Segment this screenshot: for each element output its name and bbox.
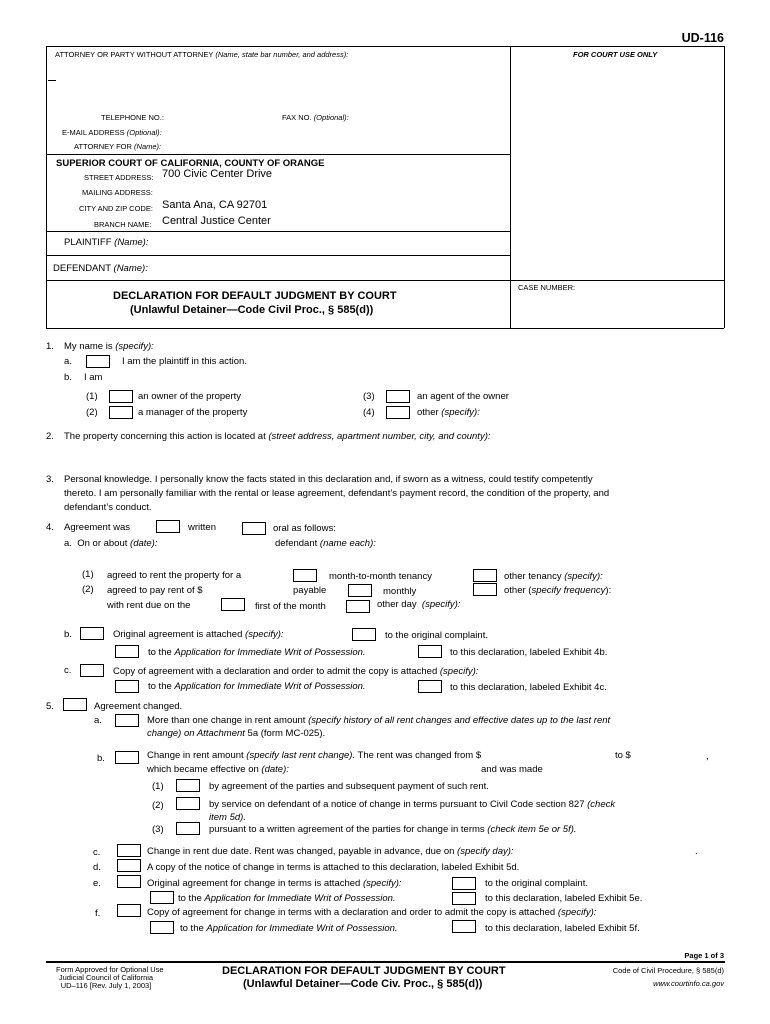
s5b3-text: pursuant to a written agreement of the parties for change in terms (check item 5e or 5f). xyxy=(209,824,577,835)
court-bottom-rule xyxy=(46,231,510,232)
s5f-writ-label: to the Application for Immediate Writ of Possession. xyxy=(180,923,398,934)
s5-title: Agreement changed. xyxy=(94,701,183,712)
footer-approved2: Judicial Council of California xyxy=(58,973,154,982)
s5b-comma: , xyxy=(706,751,709,762)
s1b-text: I am xyxy=(84,372,103,383)
email-label: E-MAIL ADDRESS (Optional): xyxy=(62,128,162,137)
s4a-defendant: defendant (name each): xyxy=(275,538,376,549)
s5f-checkbox[interactable] xyxy=(117,904,141,917)
s4a2-text: agreed to pay rent of $ xyxy=(107,585,203,596)
page-number: Page 1 of 3 xyxy=(684,951,724,960)
s4b-letter: b. xyxy=(64,629,72,640)
s5a-letter: a. xyxy=(94,715,102,726)
s5b3-num: (3) xyxy=(152,824,164,835)
s5e-complaint-checkbox[interactable] xyxy=(452,877,476,890)
s5c-period: . xyxy=(695,846,698,857)
month-to-month-label: month-to-month tenancy xyxy=(329,571,432,582)
title-top-rule xyxy=(46,280,724,281)
s5e-writ-checkbox[interactable] xyxy=(150,891,174,904)
s3-line2: thereto. I am personally familiar with the rental or lease agreement, defendant’s payment record, the condition of the property, and xyxy=(64,488,610,499)
branch-label: BRANCH NAME: xyxy=(94,220,152,229)
s1b-letter: b. xyxy=(64,372,72,383)
footer-code: Code of Civil Procedure, § 585(d) xyxy=(612,966,724,975)
s4a1-num: (1) xyxy=(82,569,94,580)
other-frequency-checkbox[interactable] xyxy=(473,583,497,596)
s4b-writ-label: to the Application for Immediate Writ of Possession. xyxy=(148,647,366,658)
monthly-checkbox[interactable] xyxy=(348,584,372,597)
s1b1-checkbox[interactable] xyxy=(109,390,133,403)
footer-title1: DECLARATION FOR DEFAULT JUDGMENT BY COURT xyxy=(222,965,506,977)
s4c-writ-checkbox[interactable] xyxy=(115,680,139,693)
s1a-checkbox[interactable] xyxy=(86,355,110,368)
other-day-checkbox[interactable] xyxy=(346,600,370,613)
s5d-checkbox[interactable] xyxy=(117,859,141,872)
s4b-text: Original agreement is attached (specify): xyxy=(113,629,284,640)
s4c-letter: c. xyxy=(64,665,72,676)
form-id: UD-116 xyxy=(681,31,724,45)
s1b4-text: other (specify): xyxy=(417,407,480,418)
branch-value: Central Justice Center xyxy=(162,215,271,227)
s5b-checkbox[interactable] xyxy=(115,751,139,764)
attorney-bottom-rule xyxy=(46,154,510,155)
s5f-text: Copy of agreement for change in terms with a declaration and order to admit the copy is attached (specify): xyxy=(147,907,597,918)
other-tenancy-label: other tenancy (specify): xyxy=(504,571,603,582)
title-line2: (Unlawful Detainer—Code Civil Proc., § 585(d)) xyxy=(130,304,374,316)
s3-line3: defendant’s conduct. xyxy=(64,502,152,513)
s4b-exhibit-label: to this declaration, labeled Exhibit 4b. xyxy=(450,647,608,658)
header-divider xyxy=(510,46,511,328)
s5b2-num: (2) xyxy=(152,800,164,811)
s5e-letter: e. xyxy=(93,878,101,889)
s5b2-text2: item 5d). xyxy=(209,812,246,823)
mailing-label: MAILING ADDRESS: xyxy=(82,188,153,197)
s3-num: 3. xyxy=(46,474,54,485)
s5b-letter: b. xyxy=(97,753,105,764)
s1b3-num: (3) xyxy=(363,391,375,402)
rent-due-label: with rent due on the xyxy=(107,600,191,611)
s4a-text: a. On or about (date): xyxy=(64,538,158,549)
s4-written-checkbox[interactable] xyxy=(156,520,180,533)
footer-approved1: Form Approved for Optional Use xyxy=(56,965,164,974)
header-top-rule xyxy=(46,46,725,47)
other-frequency-label: other (specify frequency): xyxy=(504,585,612,596)
s5a-text2: change) on Attachment 5a (form MC-025). xyxy=(147,728,326,739)
s4a2-num: (2) xyxy=(82,584,94,595)
s2-num: 2. xyxy=(46,431,54,442)
s2-text: The property concerning this action is located at (street address, apartment number, city, and county): xyxy=(64,431,491,442)
plaintiff-label: PLAINTIFF (Name): xyxy=(64,237,149,248)
footer-title2: (Unlawful Detainer—Code Civ. Proc., § 585(d)) xyxy=(243,978,483,990)
s5a-checkbox[interactable] xyxy=(115,714,139,727)
s5d-text: A copy of the notice of change in terms is attached to this declaration, labeled Exhibit 5d. xyxy=(147,862,520,873)
other-tenancy-checkbox[interactable] xyxy=(473,569,497,582)
s5f-letter: f. xyxy=(95,908,101,919)
payable-label: payable xyxy=(293,585,327,596)
s5b2-checkbox[interactable] xyxy=(176,797,200,810)
s5e-checkbox[interactable] xyxy=(117,875,141,888)
plaintiff-rule xyxy=(46,255,510,256)
s1b1-text: an owner of the property xyxy=(138,391,241,402)
s1b2-num: (2) xyxy=(86,407,98,418)
s1a-letter: a. xyxy=(64,356,72,367)
s4-written-label: written xyxy=(188,522,216,533)
s5b1-text: by agreement of the parties and subsequent payment of such rent. xyxy=(209,781,489,792)
header-left-rule xyxy=(46,46,47,328)
s1b2-checkbox[interactable] xyxy=(109,406,133,419)
s1b4-num: (4) xyxy=(363,407,375,418)
street-label: STREET ADDRESS: xyxy=(84,173,154,182)
s1b3-checkbox[interactable] xyxy=(386,390,410,403)
s5b-effective: which became effective on (date): xyxy=(147,764,289,775)
s5b1-num: (1) xyxy=(152,781,164,792)
s1-num: 1. xyxy=(46,341,54,352)
s4-agreement: Agreement was xyxy=(64,522,131,533)
s1b3-text: an agent of the owner xyxy=(417,391,509,402)
s5b-to: to $ xyxy=(615,750,631,761)
s5e-complaint-label: to the original complaint. xyxy=(485,878,588,889)
s4-oral-label: oral as follows: xyxy=(273,523,336,534)
s5a-text: More than one change in rent amount (specify history of all rent changes and effective dates up to the last rent xyxy=(147,715,611,726)
attorney-for-label: ATTORNEY FOR (Name): xyxy=(74,142,162,151)
s1a-text: I am the plaintiff in this action. xyxy=(122,356,247,367)
court-use-label: FOR COURT USE ONLY xyxy=(573,50,658,59)
s5e-text: Original agreement for change in terms is attached (specify): xyxy=(147,878,402,889)
s5-num: 5. xyxy=(46,701,54,712)
court-name: SUPERIOR COURT OF CALIFORNIA, COUNTY OF ORANGE xyxy=(56,158,325,169)
s5b2-text: by service on defendant of a notice of change in terms pursuant to Civil Code section 827 (check xyxy=(209,799,616,810)
s5b-made: and was made xyxy=(481,764,543,775)
attorney-label: ATTORNEY OR PARTY WITHOUT ATTORNEY (Name, state bar number, and address): xyxy=(55,50,349,59)
first-of-month-label: first of the month xyxy=(255,601,326,612)
title-line1: DECLARATION FOR DEFAULT JUDGMENT BY COURT xyxy=(113,290,397,302)
monthly-label: monthly xyxy=(383,586,417,597)
s4c-checkbox[interactable] xyxy=(80,664,104,677)
footer-approved3: UD–116 [Rev. July 1, 2003] xyxy=(60,981,152,990)
s5e-writ-label: to the Application for Immediate Writ of Possession. xyxy=(178,893,396,904)
s5b3-checkbox[interactable] xyxy=(176,822,200,835)
attorney-dash xyxy=(48,80,56,81)
footer-rule xyxy=(46,961,725,963)
first-of-month-checkbox[interactable] xyxy=(221,598,245,611)
s4b-exhibit-checkbox[interactable] xyxy=(418,645,442,658)
s4b-checkbox[interactable] xyxy=(80,627,104,640)
telephone-label: TELEPHONE NO.: xyxy=(101,113,164,122)
s5c-text: Change in rent due date. Rent was changed, payable in advance, due on (specify day): xyxy=(147,846,514,857)
case-number-label: CASE NUMBER: xyxy=(518,283,576,292)
fax-label: FAX NO. (Optional): xyxy=(282,113,349,122)
s4c-exhibit-label: to this declaration, labeled Exhibit 4c. xyxy=(450,682,607,693)
s5-checkbox[interactable] xyxy=(63,698,87,711)
header-right-rule xyxy=(724,46,725,328)
s5b-text: Change in rent amount (specify last rent change). The rent was changed from $ xyxy=(147,750,482,761)
s4c-exhibit-checkbox[interactable] xyxy=(418,680,442,693)
s4c-text: Copy of agreement with a declaration and order to admit the copy is attached (specify): xyxy=(113,666,479,677)
s4-oral-checkbox[interactable] xyxy=(242,522,266,535)
street-value: 700 Civic Center Drive xyxy=(162,168,273,180)
s5f-exhibit-checkbox[interactable] xyxy=(452,920,476,933)
s4c-writ-label: to the Application for Immediate Writ of Possession. xyxy=(148,681,366,692)
s5e-exhibit-label: to this declaration, labeled Exhibit 5e. xyxy=(485,893,643,904)
s5f-exhibit-label: to this declaration, labeled Exhibit 5f. xyxy=(485,923,640,934)
s5d-letter: d. xyxy=(93,862,101,873)
month-to-month-checkbox[interactable] xyxy=(293,569,317,582)
s5c-letter: c. xyxy=(93,847,101,858)
s5f-writ-checkbox[interactable] xyxy=(150,921,174,934)
s4b-complaint-checkbox[interactable] xyxy=(352,628,376,641)
footer-url: www.courtinfo.ca.gov xyxy=(653,979,724,988)
title-bottom-rule xyxy=(46,328,724,329)
city-value: Santa Ana, CA 92701 xyxy=(162,199,268,211)
s1b1-num: (1) xyxy=(86,391,98,402)
s1-text: My name is (specify): xyxy=(64,341,154,352)
s4-num: 4. xyxy=(46,522,54,533)
s1b2-text: a manager of the property xyxy=(138,407,248,418)
s5e-exhibit-checkbox[interactable] xyxy=(452,892,476,905)
s4b-writ-checkbox[interactable] xyxy=(115,645,139,658)
s4a1-text: agreed to rent the property for a xyxy=(107,570,242,581)
s3-line1: Personal knowledge. I personally know the facts stated in this declaration and, if sworn as a witness, could testify competently xyxy=(64,474,593,485)
city-label: CITY AND ZIP CODE: xyxy=(79,204,153,213)
other-day-label: other day (specify): xyxy=(377,599,461,610)
s1b4-checkbox[interactable] xyxy=(386,406,410,419)
s5b1-checkbox[interactable] xyxy=(176,779,200,792)
defendant-label: DEFENDANT (Name): xyxy=(53,263,148,274)
s4b-complaint-label: to the original complaint. xyxy=(385,630,488,641)
s5c-checkbox[interactable] xyxy=(117,844,141,857)
